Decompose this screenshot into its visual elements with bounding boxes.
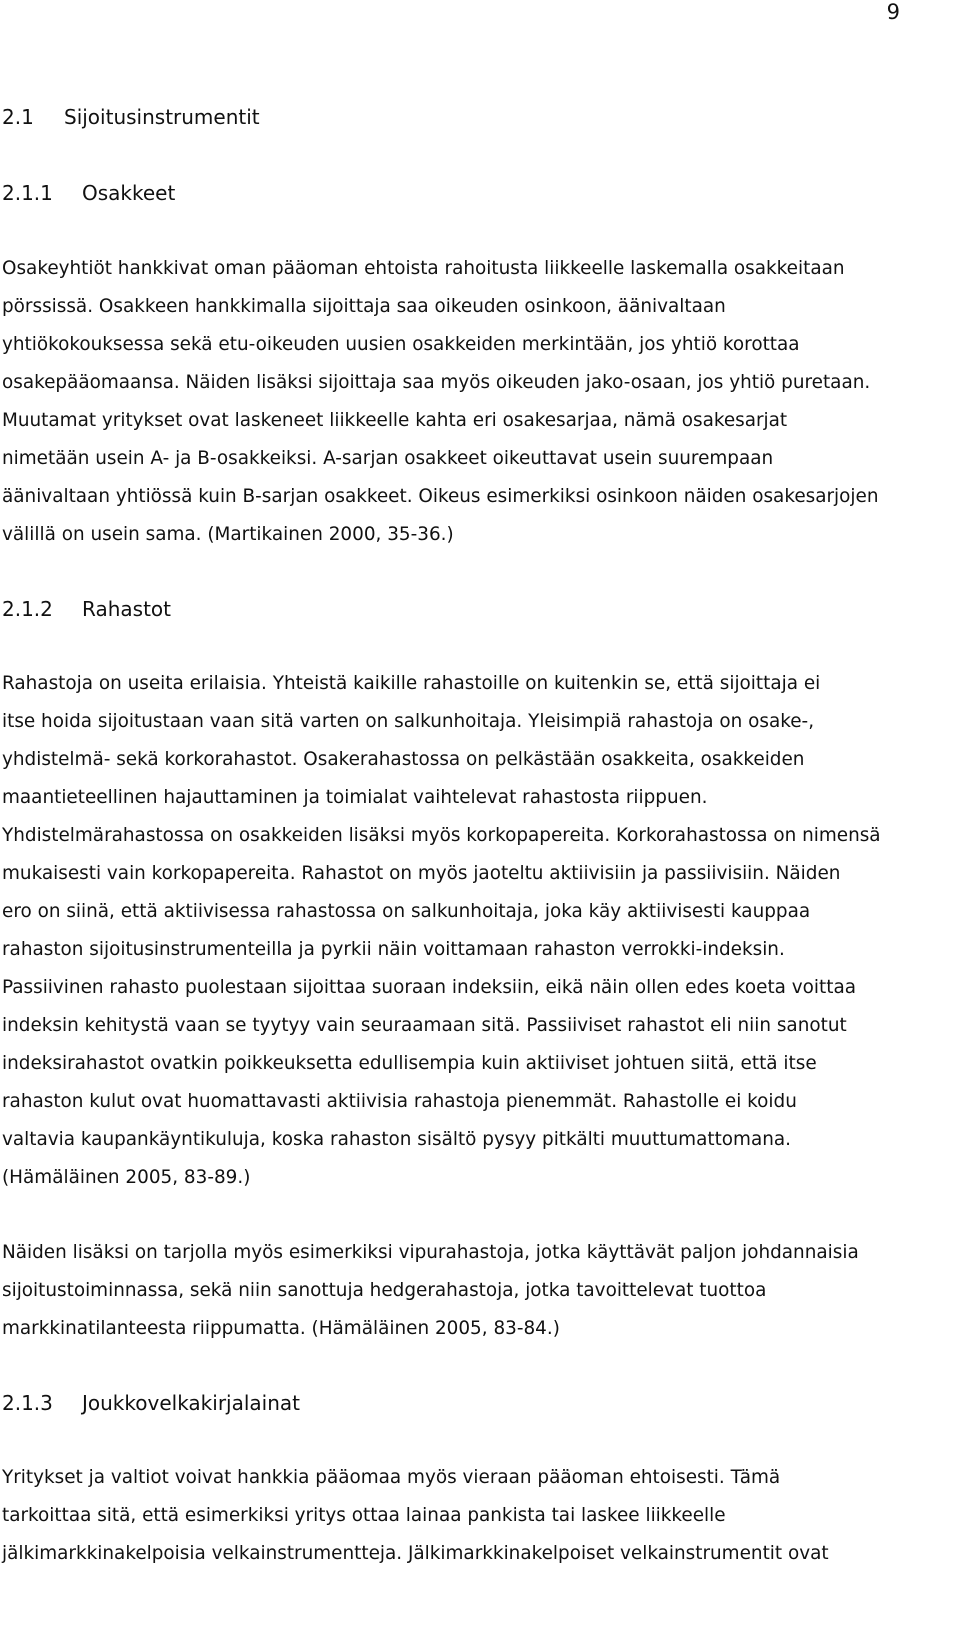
text-line: Passiivinen rahasto puolestaan sijoittaa suoraan indeksiin, eikä näin ollen edes koeta voittaa	[2, 977, 856, 998]
text-line: Yritykset ja valtiot voivat hankkia pääomaa myös vieraan pääoman ehtoisesti. Tämä	[2, 1467, 781, 1488]
section-number: 2.1.2	[2, 597, 53, 621]
section-title: Joukkovelkakirjalainat	[82, 1391, 300, 1415]
paragraph-rahastot	[2, 665, 957, 1197]
text-line: mukaisesti vain korkopapereita. Rahastot on myös jaoteltu aktiivisiin ja passiivisiin. Näiden	[2, 863, 841, 884]
section-heading-2-1-2	[2, 597, 171, 621]
paragraph-muut-rahastot	[2, 1234, 957, 1348]
section-number: 2.1.1	[2, 181, 53, 205]
text-line: äänivaltaan yhtiössä kuin B-sarjan osakkeet. Oikeus esimerkiksi osinkoon näiden osakesarjojen	[2, 486, 879, 507]
section-title: Sijoitusinstrumentit	[64, 105, 260, 129]
text-line: yhtiökokouksessa sekä etu-oikeuden uusien osakkeiden merkintään, jos yhtiö korottaa	[2, 334, 800, 355]
text-line: rahaston sijoitusinstrumenteilla ja pyrkii näin voittamaan rahaston verrokki-indeksin.	[2, 939, 785, 960]
page-number: 9	[886, 0, 900, 24]
text-line: itse hoida sijoitustaan vaan sitä varten on salkunhoitaja. Yleisimpiä rahastoja on osake-,	[2, 711, 815, 732]
text-line: rahaston kulut ovat huomattavasti aktiivisia rahastoja pienemmät. Rahastolle ei koidu	[2, 1091, 797, 1112]
text-line: indeksirahastot ovatkin poikkeuksetta edullisempia kuin aktiiviset johtuen siitä, että itse	[2, 1053, 817, 1074]
text-line: Näiden lisäksi on tarjolla myös esimerkiksi vipurahastoja, jotka käyttävät paljon johdannaisia	[2, 1242, 859, 1263]
section-title: Rahastot	[82, 597, 171, 621]
text-line: Muutamat yritykset ovat laskeneet liikkeelle kahta eri osakesarjaa, nämä osakesarjat	[2, 410, 788, 431]
text-line: yhdistelmä- sekä korkorahastot. Osakerahastossa on pelkästään osakkeita, osakkeiden	[2, 749, 805, 770]
text-line: pörssissä. Osakkeen hankkimalla sijoittaja saa oikeuden osinkoon, äänivaltaan	[2, 296, 726, 317]
section-number: 2.1.3	[2, 1391, 53, 1415]
text-line: indeksin kehitystä vaan se tyytyy vain seuraamaan sitä. Passiiviset rahastot eli niin sanotut	[2, 1015, 847, 1036]
section-heading-2-1	[2, 105, 260, 129]
text-line: Osakeyhtiöt hankkivat oman pääoman ehtoista rahoitusta liikkeelle laskemalla osakkeitaan	[2, 258, 845, 279]
section-number: 2.1	[2, 105, 34, 129]
text-line: markkinatilanteesta riippumatta. (Hämäläinen 2005, 83-84.)	[2, 1318, 560, 1339]
text-line: Yhdistelmärahastossa on osakkeiden lisäksi myös korkopapereita. Korkorahastossa on nimensä	[2, 825, 881, 846]
text-line: välillä on usein sama. (Martikainen 2000, 35-36.)	[2, 524, 454, 545]
text-line: nimetään usein A- ja B-osakkeiksi. A-sarjan osakkeet oikeuttavat usein suurempaan	[2, 448, 774, 469]
text-line: maantieteellinen hajauttaminen ja toimialat vaihtelevat rahastosta riippuen.	[2, 787, 708, 808]
text-line: Rahastoja on useita erilaisia. Yhteistä kaikille rahastoille on kuitenkin se, että sijoittaja ei	[2, 673, 821, 694]
text-line: osakepääomaansa. Näiden lisäksi sijoittaja saa myös oikeuden jako-osaan, jos yhtiö puretaan.	[2, 372, 871, 393]
text-line: jälkimarkkinakelpoisia velkainstrumentteja. Jälkimarkkinakelpoiset velkainstrumentit ovat	[2, 1543, 829, 1564]
text-line: (Hämäläinen 2005, 83-89.)	[2, 1167, 251, 1188]
paragraph-joukkovelkakirjalainat	[2, 1459, 957, 1573]
text-line: valtavia kaupankäyntikuluja, koska rahaston sisältö pysyy pitkälti muuttumattomana.	[2, 1129, 792, 1150]
section-heading-2-1-1	[2, 181, 175, 205]
section-title: Osakkeet	[82, 181, 176, 205]
text-line: sijoitustoiminnassa, sekä niin sanottuja hedgerahastoja, jotka tavoittelevat tuottoa	[2, 1280, 767, 1301]
section-heading-2-1-3	[2, 1391, 300, 1415]
text-line: tarkoittaa sitä, että esimerkiksi yritys ottaa lainaa pankista tai laskee liikkeelle	[2, 1505, 726, 1526]
text-line: ero on siinä, että aktiivisessa rahastossa on salkunhoitaja, joka käy aktiivisesti kauppaa	[2, 901, 811, 922]
paragraph-osakkeet	[2, 250, 957, 554]
